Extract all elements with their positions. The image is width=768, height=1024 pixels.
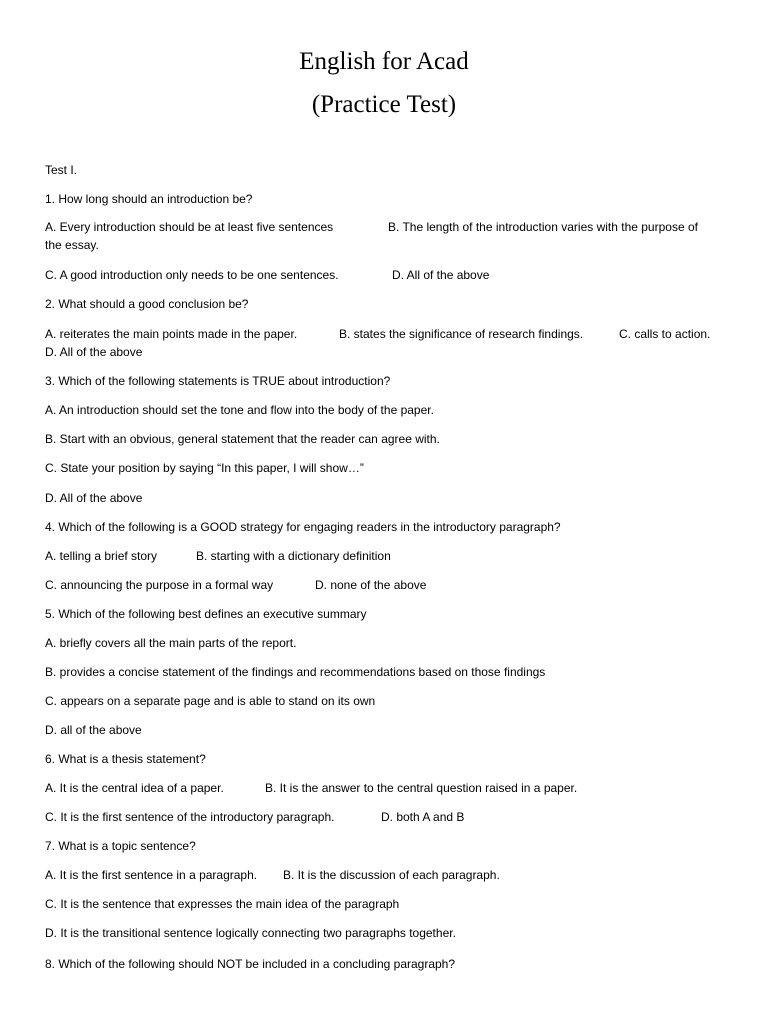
question-5-option-c: C. appears on a separate page and is able to stand on its own xyxy=(45,694,376,708)
question-1-option-b-continued: the essay. xyxy=(45,238,99,252)
question-2-option-a: A. reiterates the main points made in the paper. xyxy=(45,327,298,341)
document-title: English for Acad xyxy=(299,48,469,75)
section-heading: Test I. xyxy=(45,163,78,177)
question-5-option-b: B. provides a concise statement of the findings and recommendations based on those findings xyxy=(45,665,546,679)
document-subtitle: (Practice Test) xyxy=(311,91,457,118)
question-6-option-c: C. It is the first sentence of the introductory paragraph. xyxy=(45,810,335,824)
question-7-option-b: B. It is the discussion of each paragraph. xyxy=(283,868,500,882)
question-4: 4. Which of the following is a GOOD strategy for engaging readers in the introductory paragraph? xyxy=(45,520,561,534)
question-3-option-d: D. All of the above xyxy=(45,491,143,505)
question-5-option-a: A. briefly covers all the main parts of the report. xyxy=(45,636,297,650)
question-1-option-b: B. The length of the introduction varies with the purpose of xyxy=(388,220,698,234)
question-2-option-c: C. calls to action. xyxy=(619,327,711,341)
question-8: 8. Which of the following should NOT be included in a concluding paragraph? xyxy=(45,957,456,971)
question-6: 6. What is a thesis statement? xyxy=(45,752,206,766)
question-6-option-b: B. It is the answer to the central question raised in a paper. xyxy=(265,781,578,795)
question-6-option-d: D. both A and B xyxy=(381,810,465,824)
question-1-option-c: C. A good introduction only needs to be one sentences. xyxy=(45,268,339,282)
question-2: 2. What should a good conclusion be? xyxy=(45,297,249,311)
question-5-option-d: D. all of the above xyxy=(45,723,142,737)
question-2-option-b: B. states the significance of research findings. xyxy=(339,327,584,341)
question-4-option-c: C. announcing the purpose in a formal way xyxy=(45,578,274,592)
question-7-option-c: C. It is the sentence that expresses the main idea of the paragraph xyxy=(45,897,400,911)
question-7: 7. What is a topic sentence? xyxy=(45,839,196,853)
question-2-option-d: D. All of the above xyxy=(45,345,143,359)
question-1: 1. How long should an introduction be? xyxy=(45,192,253,206)
question-5: 5. Which of the following best defines an executive summary xyxy=(45,607,367,621)
question-4-option-a: A. telling a brief story xyxy=(45,549,158,563)
question-3-option-a: A. An introduction should set the tone and flow into the body of the paper. xyxy=(45,403,434,417)
question-4-option-d: D. none of the above xyxy=(315,578,427,592)
question-3-option-c: C. State your position by saying “In this paper, I will show…” xyxy=(45,461,364,475)
question-6-option-a: A. It is the central idea of a paper. xyxy=(45,781,224,795)
question-3-option-b: B. Start with an obvious, general statement that the reader can agree with. xyxy=(45,432,440,446)
question-7-option-a: A. It is the first sentence in a paragraph. xyxy=(45,868,258,882)
question-1-option-a: A. Every introduction should be at least five sentences xyxy=(45,220,334,234)
question-7-option-d: D. It is the transitional sentence logically connecting two paragraphs together. xyxy=(45,926,456,940)
question-3: 3. Which of the following statements is TRUE about introduction? xyxy=(45,374,391,388)
question-4-option-b: B. starting with a dictionary definition xyxy=(196,549,391,563)
question-1-option-d: D. All of the above xyxy=(392,268,490,282)
